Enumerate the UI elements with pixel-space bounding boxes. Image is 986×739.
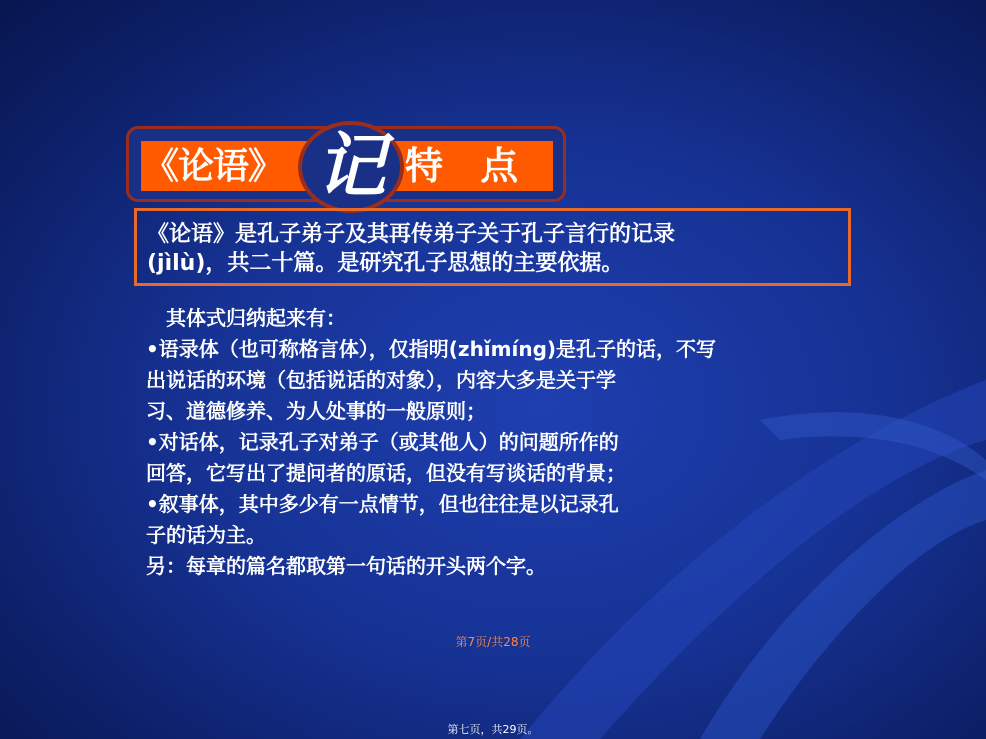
title-tedian: 特 点 xyxy=(405,143,531,188)
body-text xyxy=(146,303,866,582)
body-line: 回答，它写出了提问者的原话，但没有写谈话的背景； xyxy=(146,461,626,485)
footer-text: 第七页，共29页。 xyxy=(447,723,539,736)
body-line: •语录体（也可称格言体），仅指明(zhǐmíng)是孔子的话，不写 xyxy=(146,337,717,361)
body-line: •叙事体，其中多少有一点情节，但也往往是以记录孔 xyxy=(146,492,619,516)
body-line: 其体式归纳起来有： xyxy=(166,306,346,330)
title-lunyu: 《论语》 xyxy=(143,145,284,187)
title-ji-char: 记 xyxy=(316,124,386,207)
body-line: 出说话的环境（包括说话的对象），内容大多是关于学 xyxy=(146,368,616,392)
body-line: 另：每章的篇名都取第一句话的开头两个字。 xyxy=(146,554,546,578)
body-line: •对话体，记录孔子对弟子（或其他人）的问题所作的 xyxy=(146,430,619,454)
intro-line-2: (jìlù)，共二十篇。是研究孔子思想的主要依据。 xyxy=(147,251,624,276)
intro-line-1: 《论语》是孔子弟子及其再传弟子关于孔子言行的记录 xyxy=(147,222,676,247)
intro-text xyxy=(147,220,837,278)
body-line: 习、道德修养、为人处事的一般原则； xyxy=(146,399,486,423)
body-line: 子的话为主。 xyxy=(146,523,266,547)
page-number: 第7页/共28页 xyxy=(455,635,531,649)
